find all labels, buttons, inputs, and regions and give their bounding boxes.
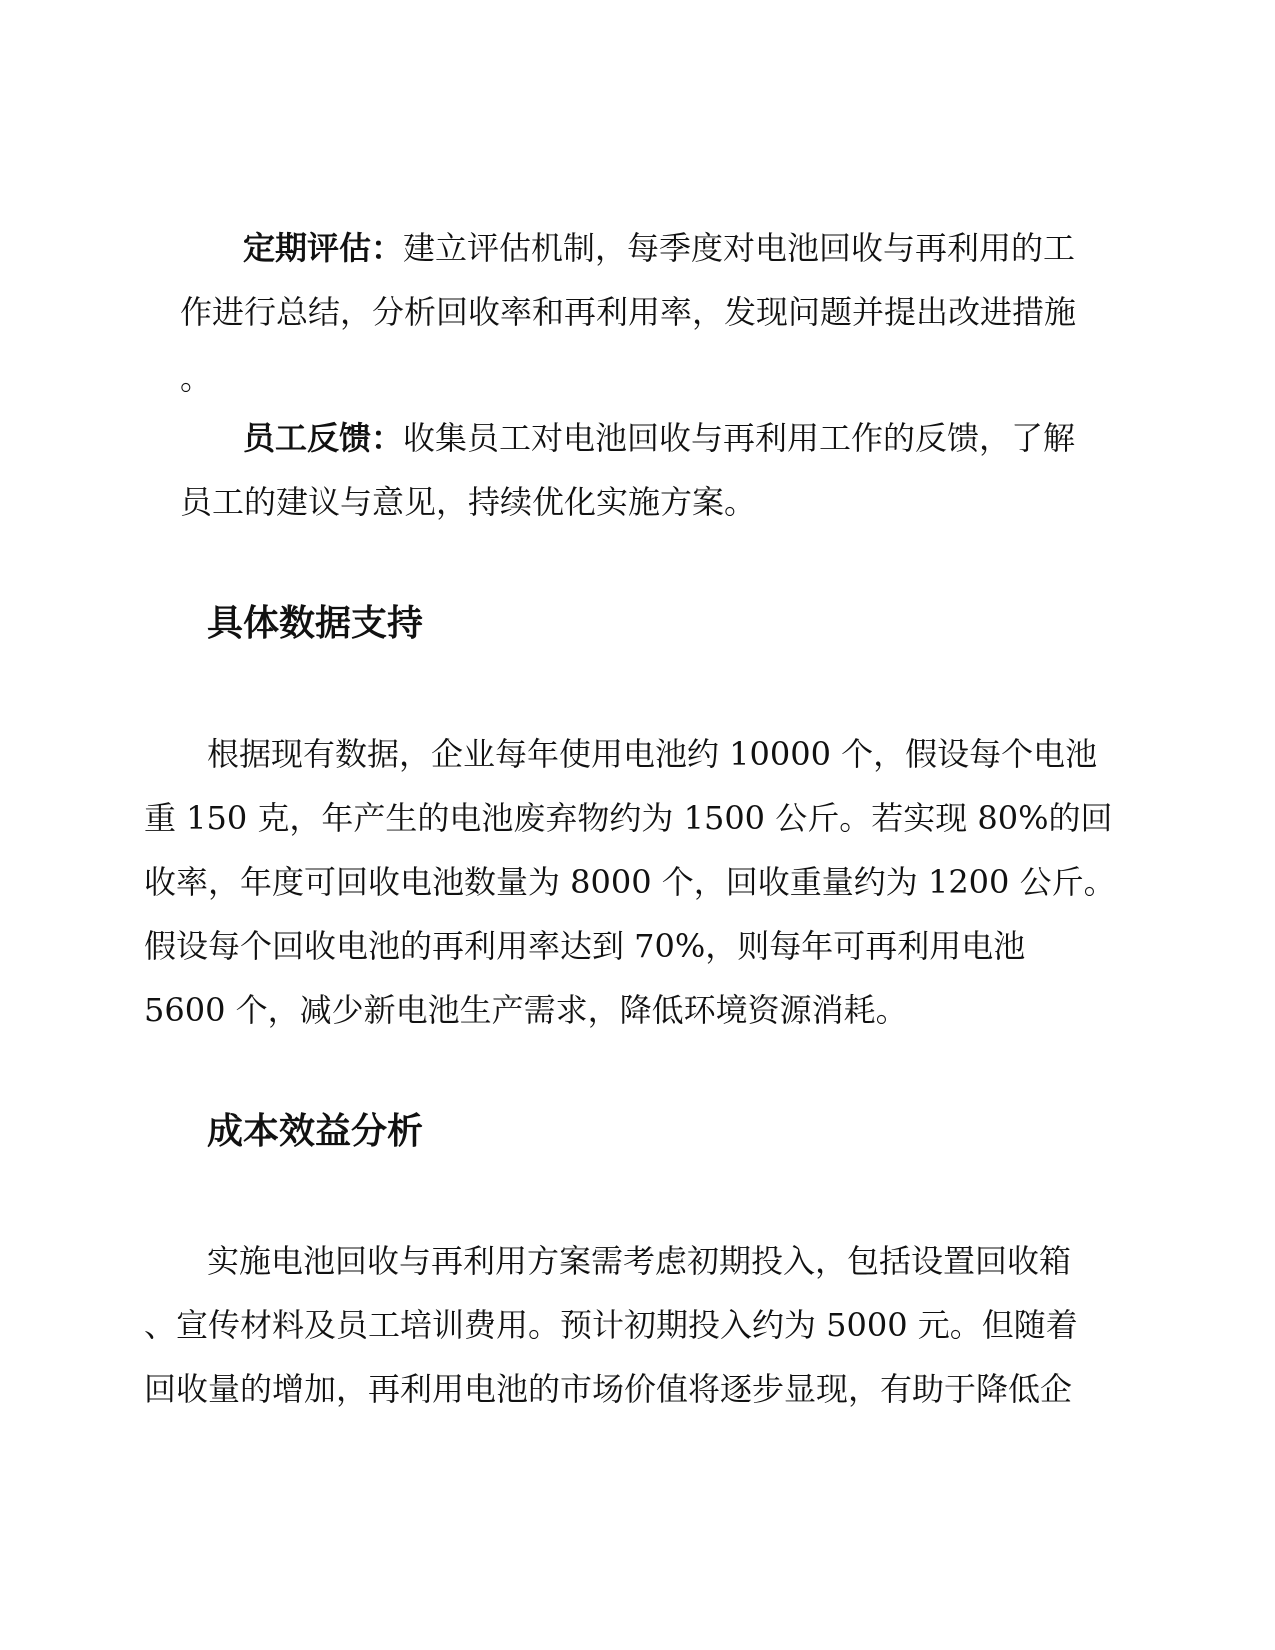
data-paragraph-line-1: 根据现有数据，企业每年使用电池约 10000 个，假设每个电池: [207, 735, 1098, 773]
feedback-line-2: 员工的建议与意见，持续优化实施方案。: [180, 483, 757, 521]
evaluation-text-1: 建立评估机制，每季度对电池回收与再利用的工: [403, 229, 1076, 267]
data-paragraph-line-5: 5600 个，减少新电池生产需求，降低环境资源消耗。: [144, 991, 908, 1029]
cost-paragraph-line-1: 实施电池回收与再利用方案需考虑初期投入，包括设置回收箱: [207, 1242, 1072, 1280]
data-paragraph-line-3: 收率，年度可回收电池数量为 8000 个，回收重量约为 1200 公斤。: [144, 863, 1116, 901]
evaluation-line-2: 作进行总结，分析回收率和再利用率，发现问题并提出改进措施: [180, 293, 1077, 331]
cost-paragraph-line-3: 回收量的增加，再利用电池的市场价值将逐步显现，有助于降低企: [144, 1370, 1073, 1408]
data-paragraph-line-2: 重 150 克，年产生的电池废弃物约为 1500 公斤。若实现 80%的回: [144, 799, 1113, 837]
feedback-label: 员工反馈：: [243, 419, 404, 457]
feedback-line-1: [243, 418, 1075, 458]
evaluation-label: 定期评估：: [243, 229, 404, 267]
data-section-heading: 具体数据支持: [207, 603, 424, 644]
cost-paragraph-line-2: 、宣传材料及员工培训费用。预计初期投入约为 5000 元。但随着: [144, 1306, 1078, 1344]
evaluation-line-3: 。: [180, 359, 213, 397]
feedback-text-1: 收集员工对电池回收与再利用工作的反馈，了解: [403, 419, 1076, 457]
evaluation-line-1: [243, 228, 1075, 268]
data-paragraph-line-4: 假设每个回收电池的再利用率达到 70%，则每年可再利用电池: [144, 927, 1026, 965]
cost-section-heading: 成本效益分析: [207, 1111, 424, 1152]
